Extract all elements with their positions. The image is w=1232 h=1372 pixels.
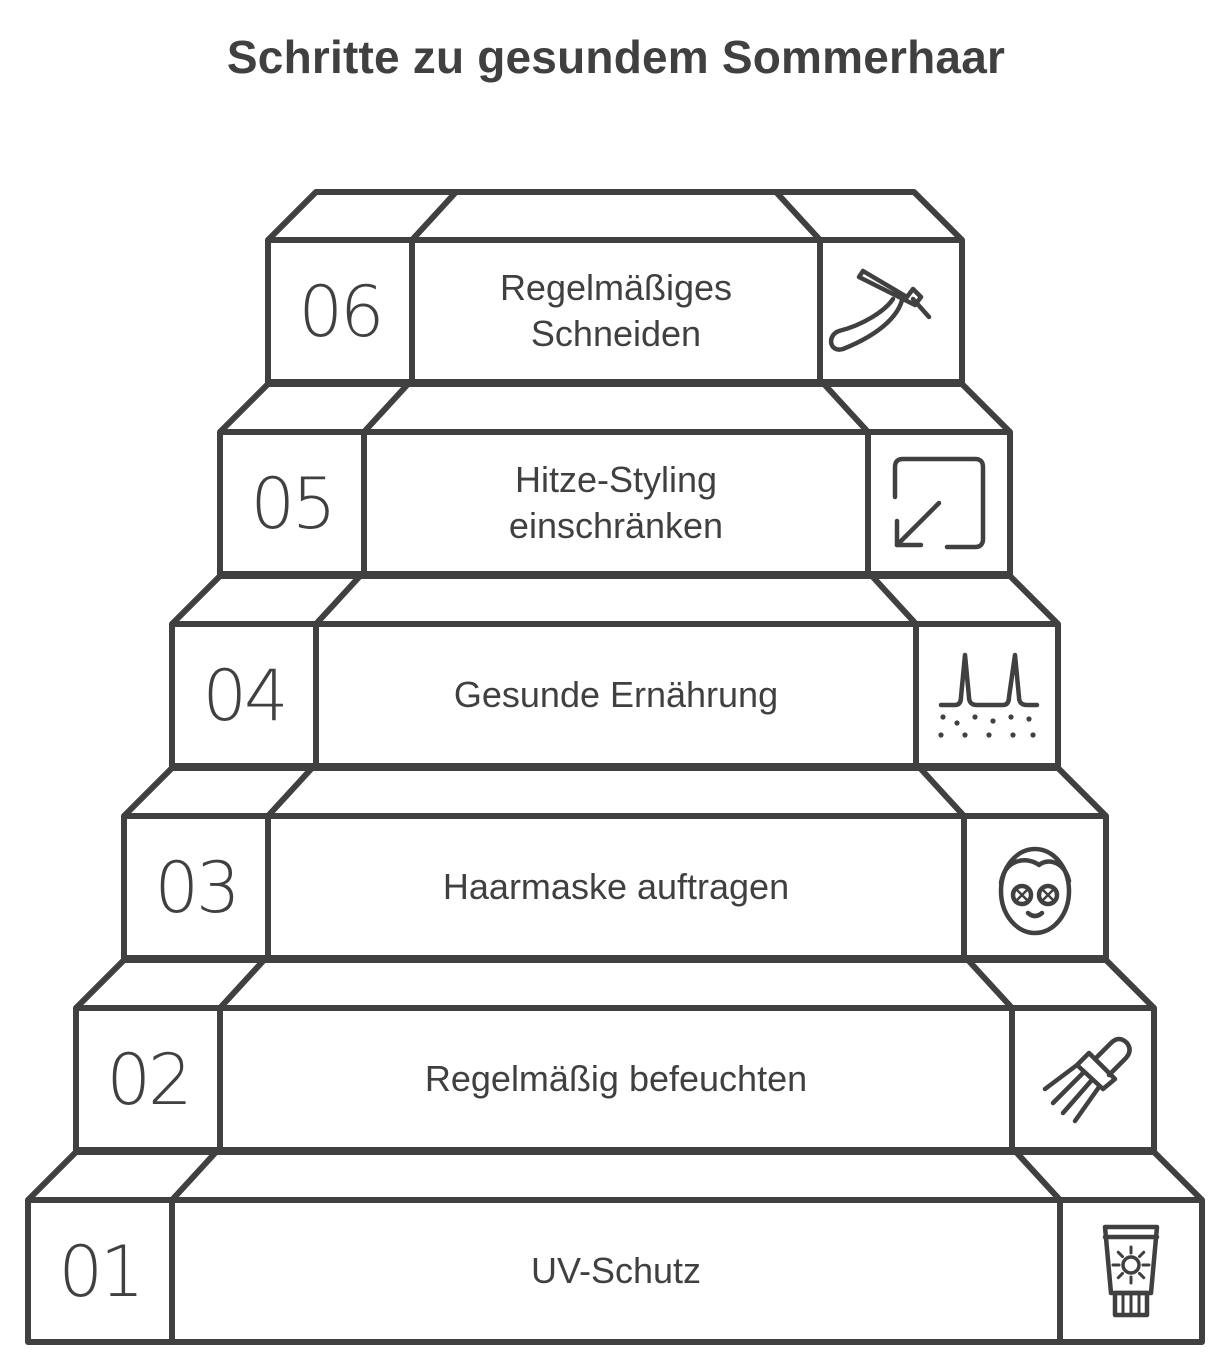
step-label: Regelmäßig befeuchten [424, 1058, 808, 1099]
stair-step-01 [28, 1152, 1202, 1342]
step-number: 05 [250, 463, 334, 545]
step-number: 06 [298, 271, 382, 353]
stair-step-04 [172, 576, 1058, 766]
stair-step-03 [124, 768, 1106, 958]
sunscreen-tube-icon [1105, 1227, 1157, 1315]
step-label: Gesunde Ernährung [453, 674, 779, 715]
step-front-face [220, 432, 1010, 574]
step-top-face [28, 1152, 1202, 1200]
step-label: Haarmaske auftragen [442, 866, 790, 907]
reduce-arrow-icon [895, 459, 983, 547]
step-top-face [268, 192, 962, 240]
hair-follicle-icon [938, 655, 1037, 738]
step-number: 03 [154, 847, 238, 929]
step-top-face [172, 576, 1058, 624]
step-label: Hitze-Styling [514, 459, 718, 500]
step-top-face [124, 768, 1106, 816]
page-title: Schritte zu gesundem Sommerhaar [226, 31, 1006, 83]
stair-step-06 [268, 192, 962, 382]
step-label: Schneiden [530, 313, 702, 354]
comb-brush-icon [1045, 1039, 1130, 1121]
step-label: Regelmäßiges [499, 267, 733, 308]
step-label: einschränken [508, 505, 724, 546]
face-mask-icon [1001, 849, 1069, 933]
stair-step-02 [76, 960, 1154, 1150]
step-number: 01 [58, 1231, 142, 1313]
step-number: 02 [106, 1039, 190, 1121]
stair-step-05 [220, 384, 1010, 574]
step-top-face [76, 960, 1154, 1008]
step-top-face [220, 384, 1010, 432]
step-label: UV-Schutz [530, 1250, 702, 1291]
razor-icon [831, 271, 929, 350]
step-number: 04 [202, 655, 286, 737]
